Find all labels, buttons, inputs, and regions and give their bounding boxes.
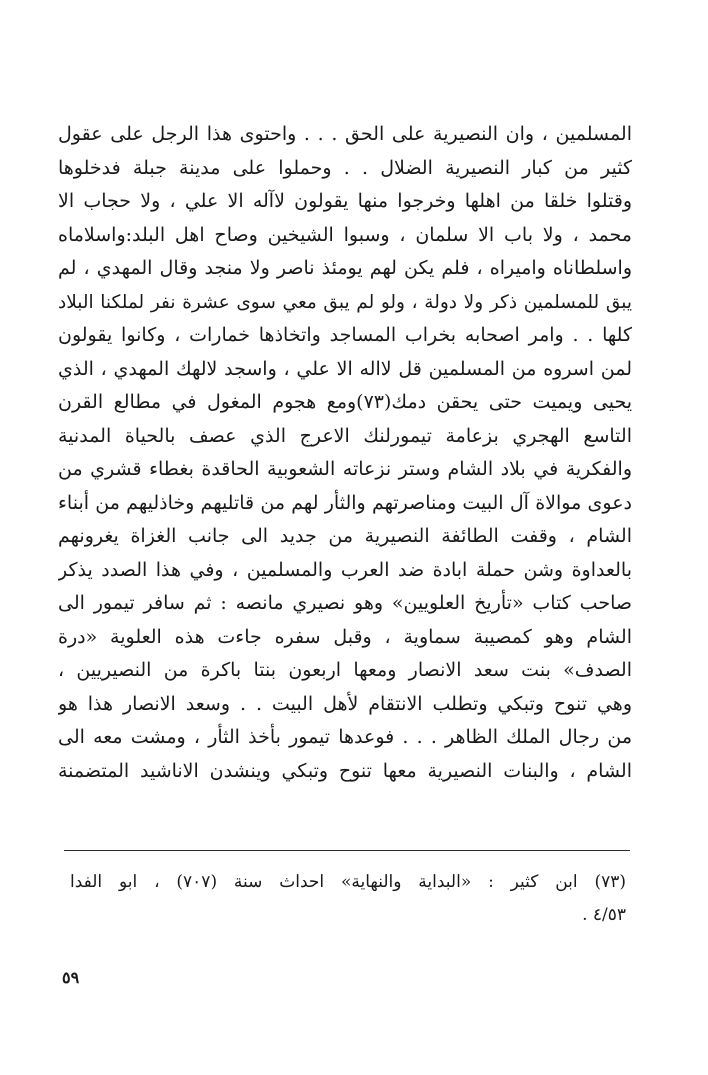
text-line: وقتلوا خلقا من اهلها وخرجوا منها يقولون لاآله الا علي ، ولا حجاب الا <box>58 190 632 212</box>
text-line: وهي تنوح وتبكي وتطلب الانتقام لأهل البيت . . وسعد الانصار هذا هو <box>58 692 632 715</box>
text-line: كثير من كبار النصيرية الضلال . . وحملوا على مدينة جبلة فدخلوها <box>58 156 632 179</box>
text-line: كلها . . وامر اصحابه بخراب المساجد واتخاذها خمارات ، وكانوا يقولون <box>58 324 632 346</box>
text-line: الصدف» بنت سعد الانصار ومعها اربعون بنتا باكرة من النصيريين ، <box>58 659 632 681</box>
text-line: التاسع الهجري بزعامة تيمورلنك الاعرج الذي عصف بالحياة المدنية <box>58 424 632 447</box>
text-line: من رجال الملك الظاهر . . . فوعدها تيمور بأخذ الثأر ، ومشت معه الى <box>58 726 632 748</box>
main-text-block <box>58 118 632 788</box>
text-line: والفكرية في بلاد الشام وستر نزعاته الشعوبية الحاقدة بغطاء قشري من <box>58 458 632 480</box>
page-number: ٥٩ <box>62 968 80 987</box>
footnote <box>70 866 626 932</box>
text-line: يحيى ويميت حتى يحقن دمك(٧٣)ومع هجوم المغول في مطالع القرن <box>58 391 632 413</box>
footnote-line: ٤/٥٣ . <box>582 905 626 925</box>
text-line: صاحب كتاب «تأريخ العلويين» وهو نصيري مانصه : ثم سافر تيمور الى <box>58 592 632 614</box>
text-line: المسلمين ، وان النصيرية على الحق . . . واحتوى هذا الرجل على عقول <box>58 123 632 145</box>
footnote-line: (٧٣) ابن كثير : «البداية والنهاية» احداث سنة (٧٠٧) ، ابو الفدا <box>70 872 626 892</box>
text-line: الشام وهو كمصيبة سماوية ، وقبل سفره جاءت هذه العلوية «درة <box>58 625 632 648</box>
text-line: واسلطاناه واميراه ، فلم يكن لهم يومئذ ناصر ولا منجد وقال المهدي ، لم <box>58 257 632 279</box>
text-line: لمن اسروه من المسلمين قل لااله الا علي ، واسجد لالهك المهدي ، الذي <box>58 357 632 380</box>
text-line: دعوى موالاة آل البيت ومناصرتهم والثأر لهم من قاتليهم وخاذليهم من أبناء <box>58 491 632 514</box>
text-line: الشام ، وقفت الطائفة النصيرية من جديد الى جانب الغزاة يغرونهم <box>58 525 632 547</box>
footnote-separator <box>64 850 630 851</box>
text-line: يبق للمسلمين ذكر ولا دولة ، ولو لم يبق معي سوى عشرة نفر لملكنا البلاد <box>58 291 632 313</box>
text-line: الشام ، والبنات النصيرية معها تنوح وتبكي وينشدن الاناشيد المتضمنة <box>58 759 632 782</box>
text-line: محمد ، ولا باب الا سلمان ، وسبوا الشيخين وصاح اهل البلد:واسلاماه <box>58 223 632 246</box>
text-line: بالعداوة وشن حملة ابادة ضد العرب والمسلمين ، وفي هذا الصدد يذكر <box>58 558 632 581</box>
